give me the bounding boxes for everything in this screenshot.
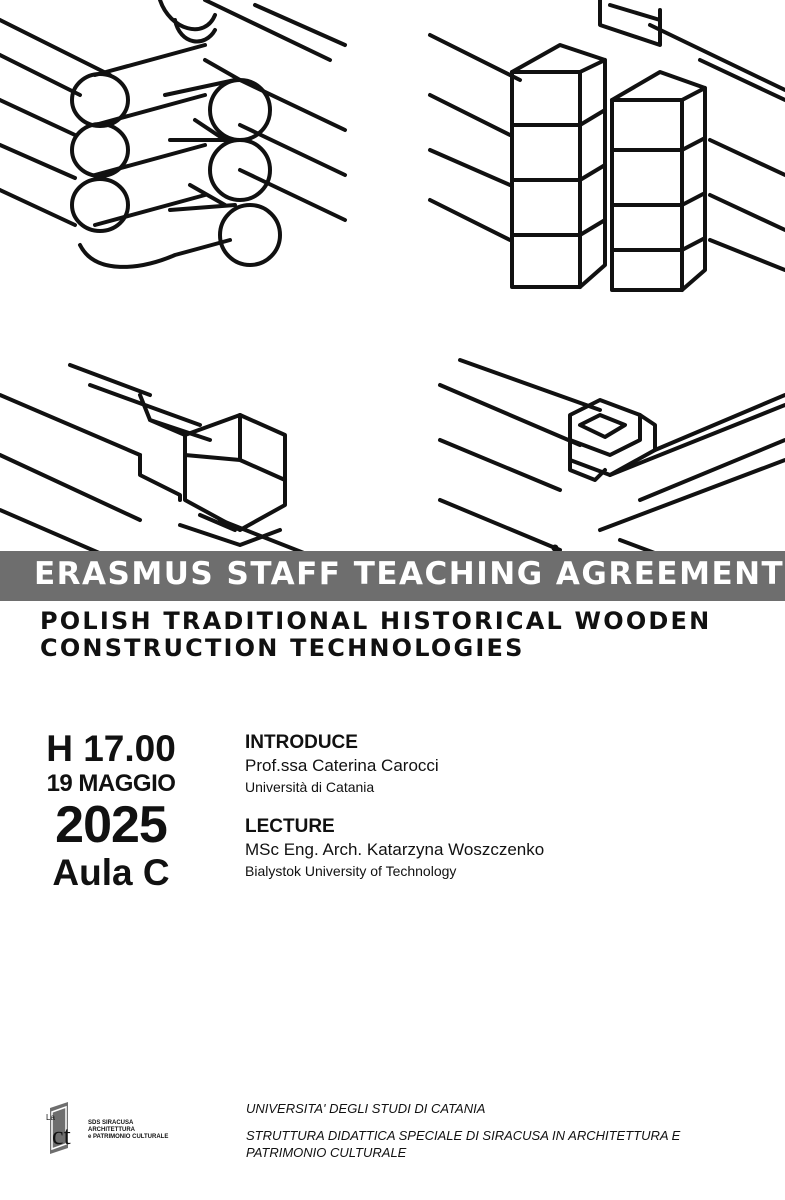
square-post-joint-drawing bbox=[430, 0, 785, 290]
event-datetime bbox=[36, 728, 186, 894]
event-date: 19 MAGGIO bbox=[46, 770, 176, 797]
introducer-name: Prof.ssa Caterina Carocci bbox=[245, 756, 439, 775]
logo-line-3: e PATRIMONIO CULTURALE bbox=[88, 1134, 169, 1140]
logo-line-2: ARCHITETTURA bbox=[88, 1127, 135, 1133]
lecture-label: LECTURE bbox=[245, 816, 335, 837]
sds-siracusa-logo bbox=[38, 1100, 178, 1156]
round-log-joint-drawing bbox=[0, 0, 345, 267]
logo-line-1: SDS SIRACUSA bbox=[88, 1120, 134, 1126]
speakers-block bbox=[245, 731, 544, 881]
lecturer-name: MSc Eng. Arch. Katarzyna Woszczenko bbox=[245, 840, 545, 859]
event-room: Aula C bbox=[52, 852, 170, 893]
svg-text:ct: ct bbox=[52, 1121, 71, 1150]
footer-structure-line-2: PATRIMONIO CULTURALE bbox=[246, 1145, 407, 1160]
event-title: ERASMUS STAFF TEACHING AGREEMENT bbox=[34, 556, 785, 592]
footer-structure-line-1: STRUTTURA DIDATTICA SPECIALE DI SIRACUSA IN ARCHITETTURA E bbox=[246, 1128, 681, 1143]
event-time: H 17.00 bbox=[46, 728, 176, 769]
introduce-label: INTRODUCE bbox=[245, 732, 358, 753]
footer-university: UNIVERSITA' DEGLI STUDI DI CATANIA bbox=[246, 1101, 486, 1116]
footer bbox=[246, 1100, 746, 1161]
lecturer-affiliation: Bialystok University of Technology bbox=[245, 863, 457, 879]
subtitle-line-1: POLISH TRADITIONAL HISTORICAL WOODEN bbox=[40, 607, 712, 635]
introducer-affiliation: Università di Catania bbox=[245, 779, 375, 795]
subtitle-line-2: CONSTRUCTION TECHNOLOGIES bbox=[40, 634, 525, 662]
svg-text:La: La bbox=[46, 1113, 55, 1122]
lecture-subtitle bbox=[40, 608, 711, 662]
event-year: 2025 bbox=[55, 796, 167, 854]
